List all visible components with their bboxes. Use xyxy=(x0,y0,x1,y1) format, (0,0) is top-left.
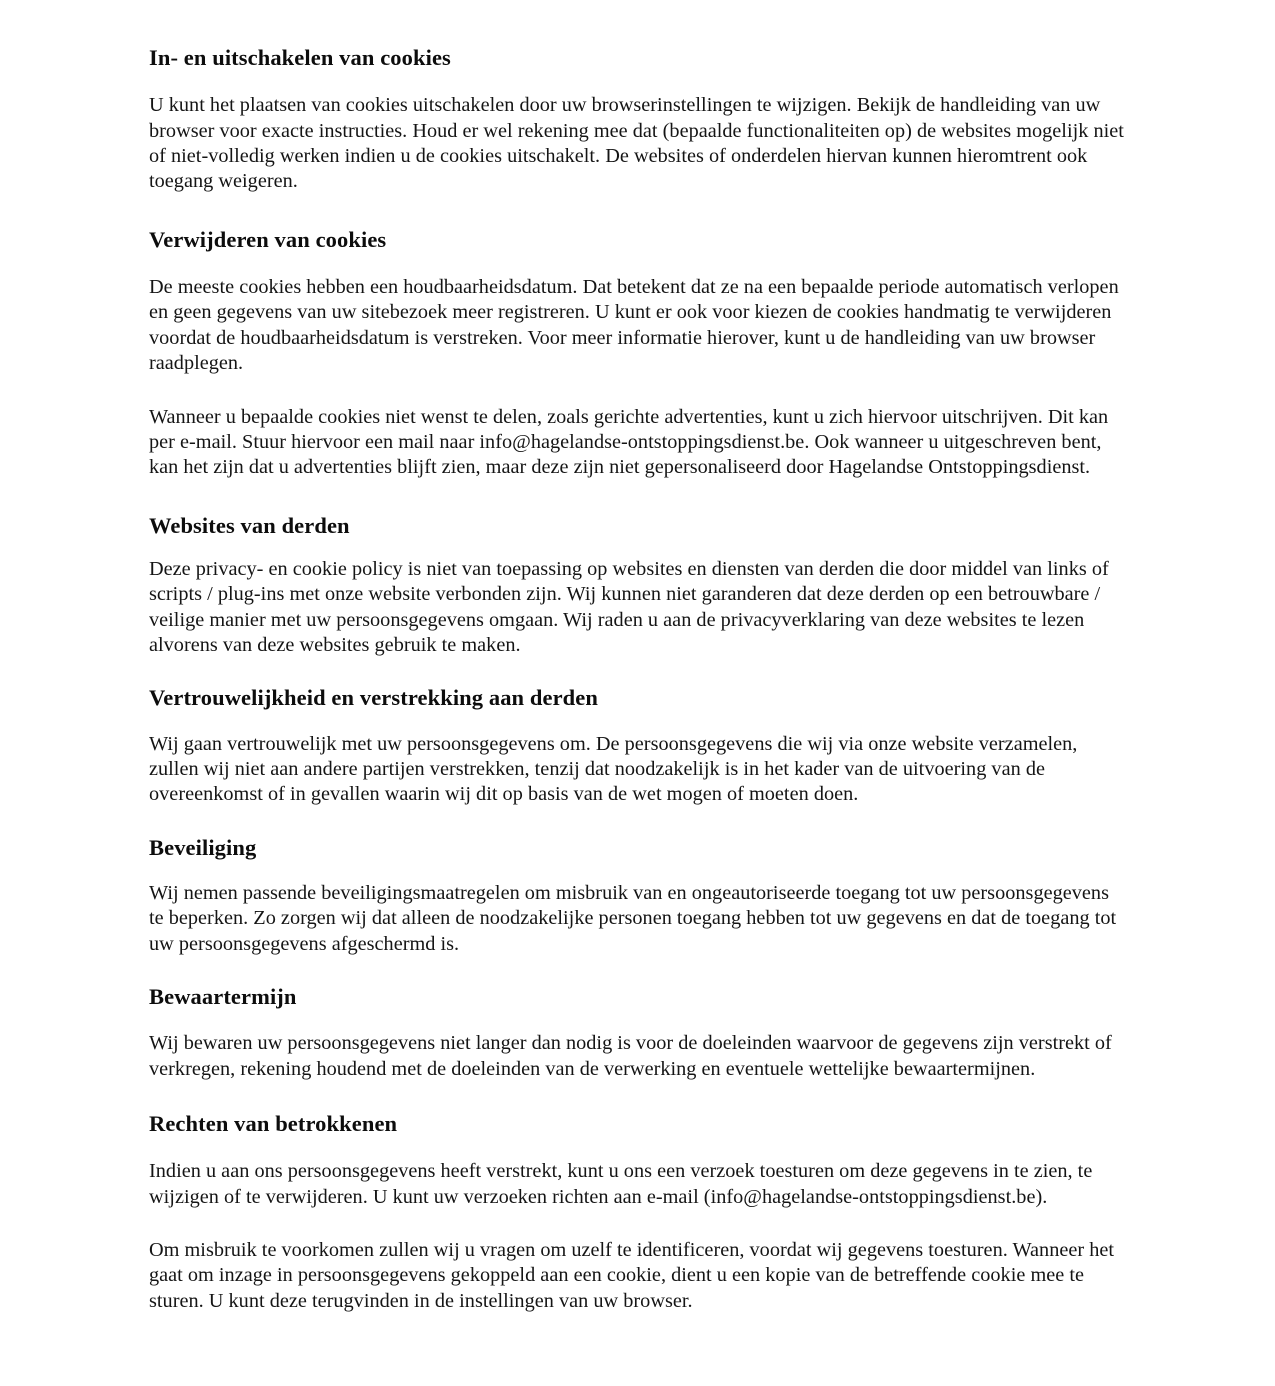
paragraph-websites-van-derden-1: Deze privacy- en cookie policy is niet van toepassing op websites en diensten van derden die door middel van links of scripts / plug-ins met onze website verbonden zijn. Wij kunnen niet garanderen dat deze derden op een betrouwbare / veilige manier met uw persoonsgegevens omgaan. Wij raden u aan de privacyverklaring van deze websites te lezen alvorens van deze websites gebruik te maken. xyxy=(149,557,1109,657)
paragraph-rechten-van-betrokkenen-2: Om misbruik te voorkomen zullen wij u vragen om uzelf te identificeren, voordat wij gegevens toesturen. Wanneer het gaat om inzage in persoonsgegevens gekoppeld aan een cookie, dient u een kopie van de betreffende cookie mee te sturen. U kunt deze terugvinden in de instellingen van uw browser. xyxy=(149,1239,1115,1312)
spacer xyxy=(149,957,1124,983)
spacer xyxy=(149,540,1124,557)
paragraph-bewaartermijn-1: Wij bewaren uw persoonsgegevens niet langer dan nodig is voor de doeleinden waarvoor de gegevens zijn verstrekt of verkregen, rekening houdend met de doeleinden van de verwerking en eventuele wettelijke bewaartermijnen. xyxy=(149,1032,1112,1080)
section-heading-websites-van-derden: Websites van derden xyxy=(149,512,350,538)
spacer xyxy=(149,481,1124,512)
spacer xyxy=(149,72,1124,93)
section-heading-vertrouwelijkheid-en-verstrekking-aan-derden: Vertrouwelijkheid en verstrekking aan derden xyxy=(149,685,598,711)
spacer xyxy=(149,713,1124,732)
paragraph-verwijderen-van-cookies-1: De meeste cookies hebben een houdbaarheidsdatum. Dat betekent dat ze na een bepaalde periode automatisch verlopen en geen gegevens van uw sitebezoek meer registreren. U kunt er ook voor kiezen de cookies handmatig te verwijderen voordat de houdbaarheidsdatum is verstreken. Voor meer informatie hierover, kunt u de handleiding van uw browser raadplegen. xyxy=(149,275,1119,375)
spacer xyxy=(149,1011,1124,1031)
paragraph-rechten-van-betrokkenen-1: Indien u aan ons persoonsgegevens heeft verstrekt, kunt u ons een verzoek toesturen om deze gegevens in te zien, te wijzigen of te verwijderen. U kunt uw verzoeken richten aan e-mail (info@hagelandse-ontstoppingsdienst.be). xyxy=(149,1160,1093,1208)
paragraph-in-en-uitschakelen-van-cookies-1: U kunt het plaatsen van cookies uitschakelen door uw browserinstellingen te wijzigen. Bekijk de handleiding van uw browser voor exacte instructies. Houd er wel rekening mee dat (bepaalde functionaliteiten op) de websites mogelijk niet of niet-volledig werken indien u de cookies uitschakelt. De websites of onderdelen hiervan kunnen hieromtrent ook toegang weigeren. xyxy=(149,94,1124,193)
paragraph-verwijderen-van-cookies-2: Wanneer u bepaalde cookies niet wenst te delen, zoals gerichte advertenties, kunt u zich hiervoor uitschrijven. Dit kan per e-mail. Stuur hiervoor een mail naar info@hagelandse-ontstoppingsdienst.be. Ook wanneer u uitgeschreven bent, kan het zijn dat u advertenties blijft zien, maar deze zijn niet gepersonaliseerd door Hagelandse Ontstoppingsdienst. xyxy=(149,405,1109,479)
section-heading-in-en-uitschakelen-van-cookies: In- en uitschakelen van cookies xyxy=(149,45,451,70)
spacer xyxy=(149,377,1124,405)
spacer xyxy=(149,1082,1124,1110)
spacer xyxy=(149,195,1124,226)
section-heading-beveiliging: Beveiliging xyxy=(149,834,257,860)
spacer xyxy=(149,254,1124,275)
section-heading-verwijderen-van-cookies: Verwijderen van cookies xyxy=(149,226,387,252)
spacer xyxy=(149,1210,1124,1238)
spacer xyxy=(149,658,1124,684)
paragraph-beveiliging-1: Wij nemen passende beveiligingsmaatregelen om misbruik van en ongeautoriseerde toegang tot uw persoonsgegevens te beperken. Zo zorgen wij dat alleen de noodzakelijke personen toegang hebben tot uw gegevens en dat de toegang tot uw persoonsgegevens afgeschermd is. xyxy=(149,881,1117,955)
paragraph-vertrouwelijkheid-1: Wij gaan vertrouwelijk met uw persoonsgegevens om. De persoonsgegevens die wij via onze website verzamelen, zullen wij niet aan andere partijen verstrekken, tenzij dat noodzakelijk is in het kader van de uitvoering van de overeenkomst of in gevallen waarin wij dit op basis van de wet mogen of moeten doen. xyxy=(149,732,1078,806)
spacer xyxy=(149,1138,1124,1159)
spacer xyxy=(149,808,1124,834)
spacer xyxy=(149,862,1124,881)
section-heading-rechten-van-betrokkenen: Rechten van betrokkenen xyxy=(149,1111,398,1137)
section-heading-bewaartermijn: Bewaartermijn xyxy=(149,984,297,1010)
document-content xyxy=(149,44,1124,1314)
